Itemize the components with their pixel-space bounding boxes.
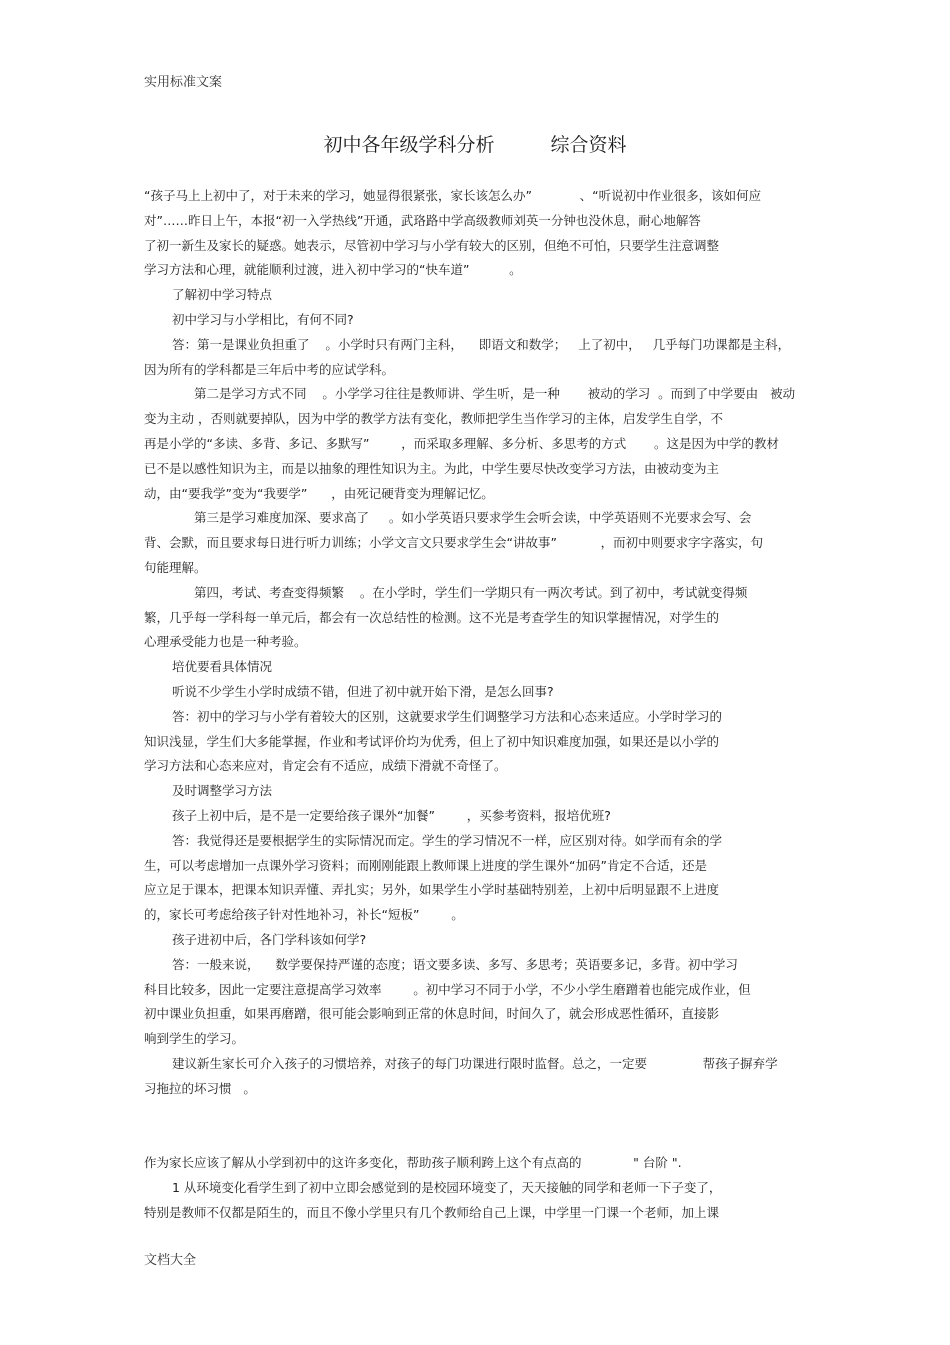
paragraph-line: 作为家长应该了解从小学到初中的这许多变化，帮助孩子顺利跨上这个有点高的 " 台阶 ". [144, 1155, 682, 1171]
paragraph-line: 第四，考试、考查变得频繁 。在小学时，学生们一学期只有一两次考试。到了初中，考试就变得频 [194, 584, 748, 600]
paragraph-line: 第二是学习方式不同 。小学学习往往是教师讲、学生听，是一种 被动的学习 。而到了中学要由 被动 [194, 386, 796, 402]
paragraph-line: 科目比较多，因此一定要注意提高学习效率 。初中学习不同于小学，不少小学生磨蹭着也能完成作业，但 [144, 981, 751, 997]
paragraph-gap [144, 1101, 808, 1151]
paragraph-line: 答：第一是课业负担重了 。小学时只有两门主科， 即语文和数学； 上了初中， 几乎每门功课都是主科， [172, 336, 791, 352]
question-line: 孩子上初中后，是不是一定要给孩子课外“加餐” ，买参考资料，报培优班? [172, 807, 611, 823]
document-body [144, 184, 808, 1225]
paragraph-line: 特别是教师不仅都是陌生的，而且不像小学里只有几个教师给自己上课，中学里一门课一个老师，加上课 [144, 1204, 720, 1220]
paragraph-line: 的，家长可考虑给孩子针对性地补习，补长“短板” 。 [144, 907, 464, 923]
paragraph-line: 应立足于课本，把课本知识弄懂、弄扎实；另外，如果学生小学时基础特别差，上初中后明显跟不上进度 [144, 882, 720, 898]
paragraph-line: 了初一新生及家长的疑惑。她表示，尽管初中学习与小学有较大的区别，但绝不可怕，只要学生注意调整 [144, 237, 720, 253]
paragraph-line: 再是小学的“多读、多背、多记、多默写” ，而采取多理解、多分析、多思考的方式 。这是因为中学的教材 [144, 435, 780, 451]
question-line: 初中学习与小学相比，有何不同? [172, 311, 354, 327]
page-header: 实用标准文案 [144, 75, 223, 90]
paragraph-line: 对”……昨日上午，本报“初一入学热线”开通，武珞路中学高级教师刘英一分钟也没休息，耐心地解答 [144, 212, 701, 228]
paragraph-line: 已不是以感性知识为主，而是以抽象的理性知识为主。为此，中学生要尽快改变学习方法，由被动变为主 [144, 460, 720, 476]
section-heading: 培优要看具体情况 [172, 659, 273, 675]
question-line: 孩子进初中后，各门学科该如何学? [172, 931, 367, 947]
paragraph-line: 答：初中的学习与小学有着较大的区别，这就要求学生们调整学习方法和心态来适应。小学时学习的 [172, 708, 723, 724]
paragraph-line: 响到学生的学习。 [144, 1031, 245, 1047]
paragraph-line: “孩子马上上初中了，对于未来的学习，她显得很紧张，家长该怎么办” 、“听说初中作业很多，该如何应 [144, 188, 762, 203]
paragraph-line: 第三是学习难度加深、要求高了 。如小学英语只要求学生会听会读，中学英语则不光要求会写、会 [194, 510, 752, 526]
paragraph-line: 1 从环境变化看学生到了初中立即会感觉到的是校园环境变了，天天接触的同学和老师一下子变了， [172, 1179, 722, 1195]
title-part-1: 初中各年级学科分析 [323, 134, 495, 156]
paragraph-line: 变为主动 ，否则就要掉队，因为中学的教学方法有变化，教师把学生当作学习的主体，启发学生自学，不 [144, 411, 723, 427]
paragraph-line: 知识浅显，学生们大多能掌握，作业和考试评价均为优秀，但上了初中知识难度加强，如果还是以小学的 [144, 733, 720, 749]
question-line: 听说不少学生小学时成绩不错，但进了初中就开始下滑，是怎么回事? [172, 683, 554, 699]
paragraph-line: 繁，几乎每一学科每一单元后，都会有一次总结性的检测。这不光是考查学生的知识掌握情况，对学生的 [144, 609, 720, 625]
paragraph-line: 学习方法和心理，就能顺利过渡，进入初中学习的“快车道” 。 [144, 262, 522, 278]
paragraph-line: 答：我觉得还是要根据学生的实际情况而定。学生的学习情况不一样，应区别对待。如学而有余的学 [172, 832, 723, 848]
page-footer: 文档大全 [144, 1253, 197, 1268]
paragraph-line: 建议新生家长可介入孩子的习惯培养，对孩子的每门功课进行限时监督。总之，一定要 帮孩子摒弃学 [172, 1055, 778, 1071]
paragraph-line: 初中课业负担重，如果再磨蹭，很可能会影响到正常的休息时间，时间久了，就会形成恶性循环，直接影 [144, 1006, 720, 1022]
paragraph-line: 因为所有的学科都是三年后中考的应试学科。 [144, 361, 395, 377]
paragraph-line: 学习方法和心态来应对，肯定会有不适应，成绩下滑就不奇怪了。 [144, 758, 507, 774]
document-title [0, 130, 950, 157]
paragraph-line: 生，可以考虑增加一点课外学习资料；而刚刚能跟上教师课上进度的学生课外“加码”肯定不合适，还是 [144, 857, 707, 873]
section-heading: 及时调整学习方法 [172, 783, 273, 799]
paragraph-line: 答：一般来说， 数学要保持严谨的态度；语文要多读、多写、多思考；英语要多记，多背。初中学习 [172, 956, 738, 972]
paragraph-line: 心理承受能力也是一种考验。 [144, 634, 307, 650]
paragraph-line: 句能理解。 [144, 559, 207, 575]
paragraph-line: 习拖拉的坏习惯 。 [144, 1080, 256, 1096]
section-heading: 了解初中学习特点 [172, 287, 273, 303]
paragraph-line: 背、会默，而且要求每日进行听力训练；小学文言文只要求学生会“讲故事” ，而初中则要求字字落实，句 [144, 535, 764, 551]
title-part-2: 综合资料 [550, 134, 627, 156]
paragraph-line: 动，由“要我学”变为“我要学” ，由死记硬背变为理解记忆。 [144, 485, 494, 501]
